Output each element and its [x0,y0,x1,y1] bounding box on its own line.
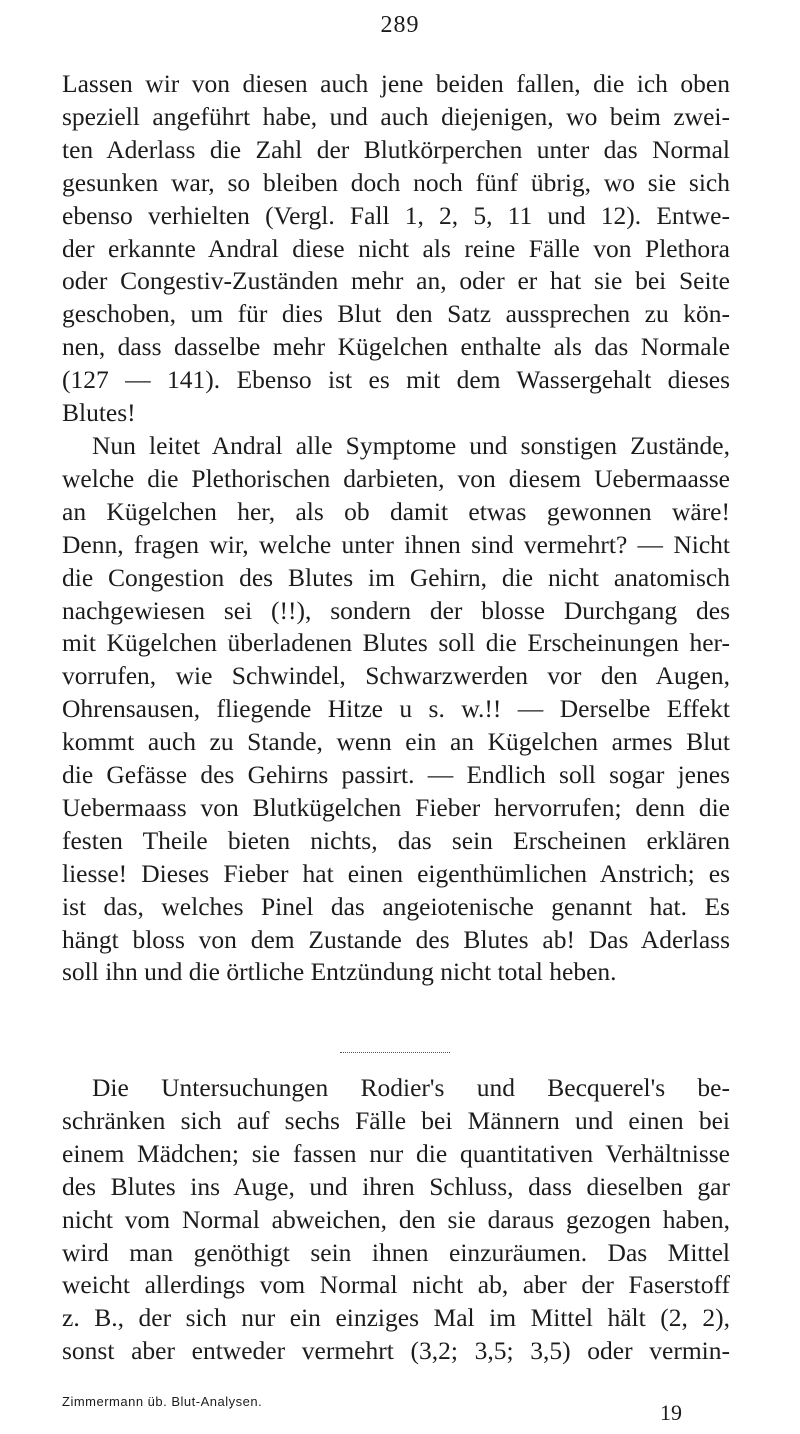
text-line: wird man genöthigt sein ihnen einzuräumen. Das Mittel [62,1237,730,1267]
paragraph-andral-counts [62,68,730,989]
page-number: 289 [380,12,420,38]
text-line: Ohrensausen, fliegende Hitze u s. w.!! — Derselbe Effekt [62,694,730,724]
text-line: weicht allerdings vom Normal nicht ab, aber der Faserstoff [62,1270,730,1300]
text-line: ten Aderlass die Zahl der Blutkörperchen unter das Normal [62,134,730,164]
text-line: mit Kügelchen überladenen Blutes soll die Erscheinungen her- [62,628,730,658]
text-line: speziell angeführt habe, und auch diejenigen, wo beim zwei- [62,101,730,131]
text-line: Blutes! [62,398,136,428]
text-line: vorrufen, wie Schwindel, Schwarzwerden vor den Augen, [62,661,730,691]
footer-note: Zimmermann üb. Blut-Analysen. [62,1394,263,1409]
text-line: der erkannte Andral diese nicht als reine Fälle von Plethora [62,233,730,263]
text-line: an Kügelchen her, als ob damit etwas gewonnen wäre! [62,496,730,526]
text-line: nicht vom Normal abweichen, den sie daraus gezogen haben, [62,1204,730,1234]
text-line: festen Theile bieten nichts, das sein Erscheinen erklären [62,825,730,855]
paragraph-rodier-becquerel [62,1072,730,1368]
text-line: liesse! Dieses Fieber hat einen eigenthümlichen Anstrich; es [62,858,730,888]
text-line: soll ihn und die örtliche Entzündung nicht total heben. [62,957,617,987]
text-line: Uebermaass von Blutkügelchen Fieber hervorrufen; denn die [62,792,730,822]
text-line: die Congestion des Blutes im Gehirn, die nicht anatomisch [62,562,730,592]
signature-mark: 19 [660,1400,682,1425]
text-line: gesunken war, so bleiben doch noch fünf übrig, wo sie sich [62,167,730,197]
text-line: nen, dass dasselbe mehr Kügelchen enthalte als das Normale [62,332,730,362]
text-line: hängt bloss von dem Zustande des Blutes ab! Das Aderlass [62,924,730,954]
text-line: einem Mädchen; sie fassen nur die quantitativen Verhältnisse [62,1138,730,1168]
section-divider [340,1052,450,1053]
text-line: welche die Plethorischen darbieten, von diesem Uebermaasse [62,463,730,493]
page-footer [62,1394,742,1434]
text-line: die Gefässe des Gehirns passirt. — Endlich soll sogar jenes [62,760,730,790]
text-line: Denn, fragen wir, welche unter ihnen sind vermehrt? — Nicht [62,529,730,559]
text-line: oder Congestiv-Zuständen mehr an, oder er hat sie bei Seite [62,266,730,296]
text-line: (127 — 141). Ebenso ist es mit dem Wassergehalt dieses [62,365,730,395]
text-line: Lassen wir von diesen auch jene beiden fallen, die ich oben [62,69,730,98]
text-line: geschoben, um für dies Blut den Satz aussprechen zu kön- [62,299,730,329]
text-line: nachgewiesen sei (!!), sondern der blosse Durchgang des [62,595,730,625]
text-line: Nun leitet Andral alle Symptome und sonstigen Zustände, [92,430,730,460]
text-line: Die Untersuchungen Rodier's und Becquerel's be- [92,1073,730,1102]
text-line: z. B., der sich nur ein einziges Mal im Mittel hält (2, 2), [62,1303,730,1333]
text-line: sonst aber entweder vermehrt (3,2; 3,5; 3,5) oder vermin- [62,1336,730,1366]
text-line: ist das, welches Pinel das angeiotenische genannt hat. Es [62,891,730,921]
text-line: kommt auch zu Stande, wenn ein an Kügelchen armes Blut [62,727,730,757]
text-line: des Blutes ins Auge, und ihren Schluss, dass dieselben gar [62,1171,730,1201]
text-line: ebenso verhielten (Vergl. Fall 1, 2, 5, 11 und 12). Entwe- [62,200,730,230]
text-line: schränken sich auf sechs Fälle bei Männern und einen bei [62,1105,730,1135]
